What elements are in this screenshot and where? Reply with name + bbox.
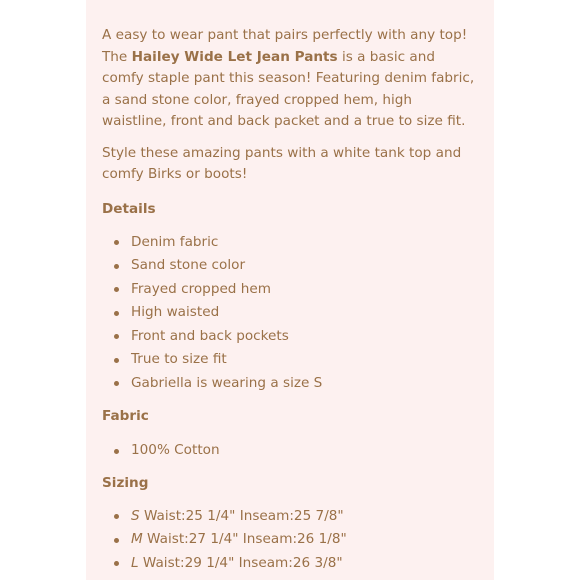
list-item: True to size fit (114, 348, 494, 372)
sizing-heading: Sizing (102, 474, 149, 491)
details-list (102, 231, 494, 396)
intro-paragraph (102, 25, 478, 133)
bullet-icon (114, 538, 119, 543)
details-heading: Details (102, 200, 156, 217)
bullet-icon (114, 358, 119, 363)
list-item: Sand stone color (114, 254, 494, 278)
bullet-icon (114, 264, 119, 269)
list-item: S Waist:25 1/4" Inseam:25 7/8" (114, 505, 494, 529)
bullet-icon (114, 561, 119, 566)
bullet-icon (114, 514, 119, 519)
bullet-icon (114, 381, 119, 386)
bullet-icon (114, 334, 119, 339)
list-item: L Waist:29 1/4" Inseam:26 3/8" (114, 552, 494, 576)
bullet-icon (114, 287, 119, 292)
product-name: Hailey Wide Let Jean Pants (131, 48, 338, 65)
style-note-paragraph: Style these amazing pants with a white tank top and comfy Birks or boots! (102, 144, 462, 182)
sizing-list (102, 505, 494, 576)
list-item: Front and back pockets (114, 325, 494, 349)
list-item: M Waist:27 1/4" Inseam:26 1/8" (114, 528, 494, 552)
product-description-panel (86, 0, 494, 580)
bullet-icon (114, 449, 119, 454)
list-item: High waisted (114, 301, 494, 325)
fabric-heading: Fabric (102, 408, 149, 424)
intro-lead: A easy to wear pant that pairs perfectly with any top! The (102, 27, 468, 65)
intro-rest: is a basic and comfy staple pant this season! Featuring denim fabric, a sand stone color, frayed cropped hem, high waistline, front and back packet and a true to size fit. (102, 48, 475, 129)
fabric-list (102, 439, 494, 463)
list-item: 100% Cotton (114, 439, 494, 463)
bullet-icon (114, 240, 119, 245)
list-item: Gabriella is wearing a size S (114, 372, 494, 396)
list-item: Denim fabric (114, 231, 494, 255)
list-item: Frayed cropped hem (114, 278, 494, 302)
bullet-icon (114, 311, 119, 316)
